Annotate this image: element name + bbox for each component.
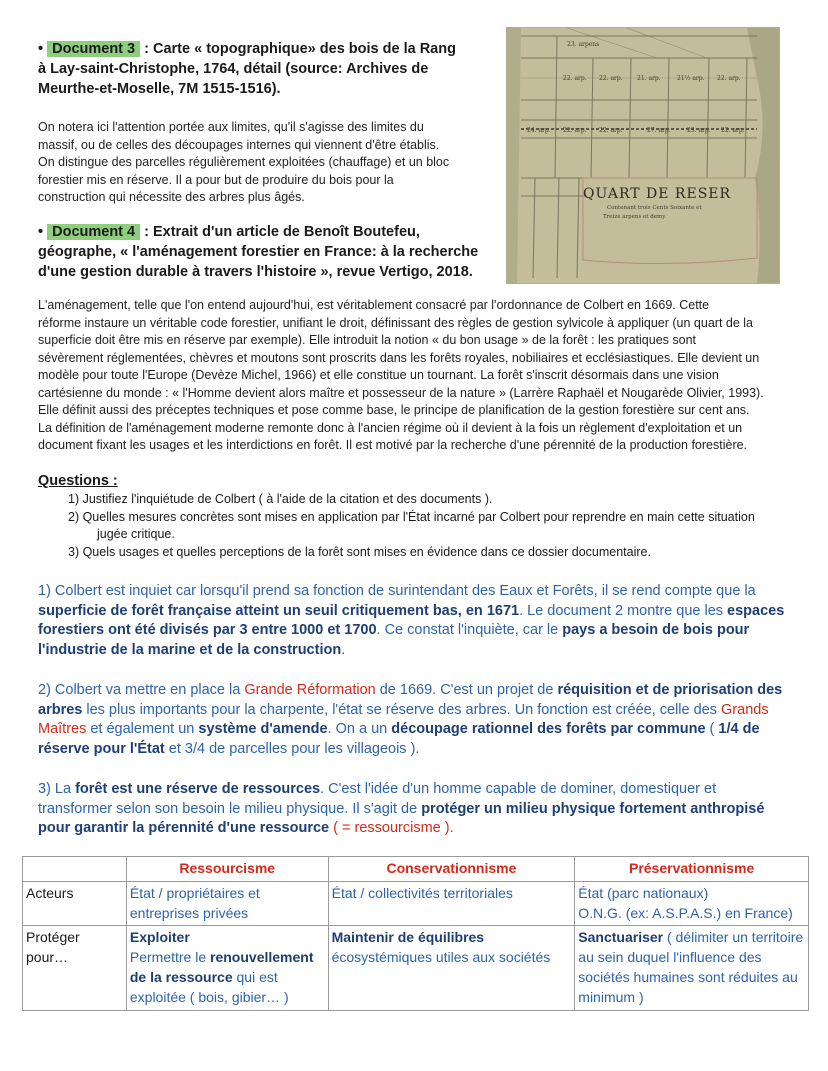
table-cell (328, 926, 575, 1010)
table-row (23, 881, 809, 926)
table-row-label: Acteurs (23, 881, 127, 926)
table-header-row (23, 857, 809, 882)
text-line: On notera ici l'attention portée aux limites, qu'il s'agisse des limites du (38, 120, 424, 134)
bullet: • (38, 224, 44, 240)
text-line: forestier mis en réserve. Il a pour but de produire du bois pour la (38, 172, 394, 187)
answer-highlight: réserve pour l'État (38, 741, 165, 758)
table-row (23, 926, 809, 1010)
map-top-label: 23. arpens (567, 41, 600, 48)
comparison-table (22, 856, 809, 1011)
answer-highlight: forêt est une réserve de ressources (75, 781, 321, 797)
map-plot-label: 22. arp. (721, 127, 745, 134)
answer-2 (38, 681, 818, 760)
map-plot-label: 22. arp. (599, 127, 623, 134)
answer-text: . Ce constat l'inquiète, car le (376, 622, 563, 639)
answer-highlight: espaces (727, 602, 785, 619)
table-cell-bold: Exploiter (129, 929, 190, 946)
question-item: 1) Justifiez l'inquiétude de Colbert ( à l'aide de la citation et des documents ). (68, 492, 493, 506)
answer-highlight: réquisition et de priorisation des (557, 682, 783, 698)
text-line: sévèrement réglementées, chèvres et moutons sont proscrits dans les forêts royales, nobiliaires et ecclésiastiques. Elle devient un (38, 350, 760, 365)
doc3-heading-line: : Carte « topographique» des bois de la Rang (144, 41, 456, 57)
answer-text: . Le document 2 montre que les (519, 602, 728, 619)
bullet: • (38, 41, 44, 57)
table-header-cell: Préservationnisme (575, 857, 809, 882)
map-plot-label: 23. arp. (687, 127, 711, 134)
question-item: 3) Quels usages et quelles perceptions de la forêt sont mises en évidence dans ce dossier documentaire. (68, 544, 651, 559)
answer-highlight: système d'amende (198, 721, 328, 738)
answer-text: 1) Colbert est inquiet car lorsqu'il prend sa fonction de surintendant des Eaux et Forêts, il se rend compte que la (38, 583, 756, 599)
answer-red-term: Maîtres (38, 721, 87, 738)
text-line: superficie doit être mis en réserve par exemple). Elle introduit la notion « du bon usage » de la forêt : les pratiques sont (38, 333, 697, 347)
doc3-heading-line: à Lay-saint-Christophe, 1764, détail (source: Archives de (38, 61, 429, 77)
table-cell (575, 881, 809, 926)
answer-text: 3) La (38, 781, 76, 797)
text-line: L'aménagement, telle que l'on entend aujourd'hui, est véritablement consacré par l'ordonnance de Colbert en 1669. Cette (38, 298, 710, 312)
text-line: cartésienne du monde : « l'Homme devient alors maître et possesseur de la nature » (Larrère Raphaël et Nougarède Olivier, 1993). (38, 385, 764, 400)
answer-3 (38, 780, 818, 839)
table-cell (575, 926, 809, 1010)
map-plot-label: 22. arp. (563, 75, 587, 82)
answer-red-term: Grande Réformation (244, 682, 376, 698)
text-line: réforme instaure un véritable code forestier, unifiant le droit, définissant des règles de gestion sylvicole à appliquer (un quart de la (38, 315, 753, 330)
table-cell-text: qui est exploitée ( bois, gibier… ) (129, 968, 289, 1005)
question-item: jugée critique. (97, 527, 175, 541)
table-cell-line: État (parc nationaux) (578, 884, 709, 901)
text-line: Elle définit aussi des préceptes techniques et pose comme base, le principe de planification de la gestion forestière sur cent ans. (38, 403, 750, 417)
map-title: QUART DE RESER (583, 186, 732, 202)
map-plot-label: 24. arp. (527, 127, 551, 134)
doc3-paragraph (38, 119, 488, 207)
answer-highlight: découpage rationnel des forêts par commune (391, 721, 706, 738)
historical-map-image (506, 27, 780, 284)
doc4-label: Document 4 (47, 224, 140, 240)
doc3-label: Document 3 (47, 41, 140, 57)
table-header-cell: Conservationnisme (328, 857, 575, 882)
answer-text: ( (705, 721, 719, 738)
answer-highlight: protéger un milieu physique fortement anthropisé (421, 800, 765, 817)
answer-highlight: superficie de forêt française atteint un seuil critiquement bas, en 1671 (38, 602, 520, 619)
table-header-cell (23, 857, 127, 882)
answer-text: . (341, 642, 346, 659)
answer-red-term: Grands (721, 701, 769, 718)
text-line: massif, ou de celles des découpages internes qui viennent d'être établis. (38, 137, 440, 152)
table-row-label: Protéger pour… (23, 926, 127, 1010)
text-line: On distingue des parcelles régulièrement exploitées (chauffage) et un bloc (38, 155, 450, 169)
doc4-heading-line: : Extrait d'un article de Benoît Boutefeu, (144, 224, 420, 240)
answer-highlight: arbres (38, 701, 83, 718)
question-item: 2) Quelles mesures concrètes sont mises en application par l'État incarné par Colbert pour reprendre en main cette situation (68, 509, 755, 524)
questions-list (68, 491, 818, 561)
answer-text: 2) Colbert va mettre en place la (38, 682, 245, 698)
map-plot-label: 27. arp. (647, 127, 671, 134)
doc4-heading (38, 222, 498, 282)
answer-text: . On a un (327, 721, 392, 738)
table-cell (126, 926, 328, 1010)
map-plot-label: 21. arp. (637, 75, 661, 82)
map-plot-label: 22. arp. (563, 127, 587, 134)
answer-highlight: l'industrie de la marine et de la construction (38, 642, 342, 659)
doc3-heading (38, 39, 478, 99)
text-line: document fixant les usages et les interdictions en forêt. Il est motivé par la recherche d'une pérennité de la production forestière. (38, 438, 748, 452)
answer-text: transformer selon son besoin le milieu physique. Il s'agit de (38, 800, 422, 817)
text-line: modèle pour toute l'Europe (Devèze Michel, 1966) et elle constitue un tournant. La forêt s'inscrit désormais dans une vision (38, 368, 719, 382)
answer-text: de 1669. C'est un projet de (375, 682, 558, 698)
table-cell-line: O.N.G. (ex: A.S.P.A.S.) en France) (578, 904, 793, 921)
table-cell-bold: Sanctuariser (578, 929, 664, 946)
table-cell: État / propriétaires et entreprises privées (126, 881, 328, 926)
answer-highlight: 1/4 de (718, 721, 760, 738)
answer-text: les plus importants pour la charpente, l'état se réserve des arbres. Un fonction est créée, celle des (82, 701, 722, 718)
answer-1 (38, 582, 818, 661)
table-cell-text: ( délimiter un territoire au sein duquel l'influence des sociétés humaines sont réduites au minimum ) (578, 929, 804, 1005)
answer-red-term: ( = ressourcisme ). (329, 820, 454, 837)
table-cell: État / collectivités territoriales (328, 881, 575, 926)
text-line: construction qui nécessite des arbres plus âgés. (38, 190, 305, 204)
answer-highlight: pays a besoin de bois pour (562, 622, 750, 639)
answer-text: et également un (86, 721, 199, 738)
doc4-paragraph (38, 297, 818, 455)
answer-highlight: pour garantir la pérennité d'une ressource (38, 820, 330, 837)
table-cell-text: Permettre le (129, 949, 211, 966)
table-cell-text: écosystémiques utiles aux sociétés (331, 949, 551, 966)
map-subtitle-line: Treize arpens et demy. (603, 214, 667, 220)
answer-text: . C'est l'idée d'un homme capable de dominer, domestiquer et (320, 781, 717, 797)
doc4-heading-line: géographe, « l'aménagement forestier en France: à la recherche (38, 244, 479, 260)
map-plot-label: 22. arp. (599, 75, 623, 82)
questions-title: Questions : (38, 473, 118, 489)
map-subtitle-line: Contenant trois Cents Soixante et (607, 205, 702, 211)
text-line: La définition de l'aménagement moderne remonte donc à l'ancien régime où il devient à la fois un règlement d'exploitation et un (38, 420, 743, 435)
table-header-cell: Ressourcisme (126, 857, 328, 882)
answer-highlight: forestiers ont été divisés par 3 entre 1000 et 1700 (38, 622, 377, 639)
doc4-heading-line: d'une gestion durable à travers l'histoire », revue Vertigo, 2018. (38, 264, 473, 280)
answer-text: et 3/4 de parcelles pour les villageois ). (164, 741, 420, 758)
map-plot-label: 22. arp. (717, 75, 741, 82)
table-cell-bold: renouvellement de la ressource (129, 949, 314, 985)
map-drawing (507, 28, 779, 283)
map-plot-label: 21½ arp. (677, 75, 705, 82)
table-cell-bold: Maintenir de équilibres (331, 929, 485, 946)
doc3-heading-line: Meurthe-et-Moselle, 7M 1515-1516). (38, 81, 281, 97)
